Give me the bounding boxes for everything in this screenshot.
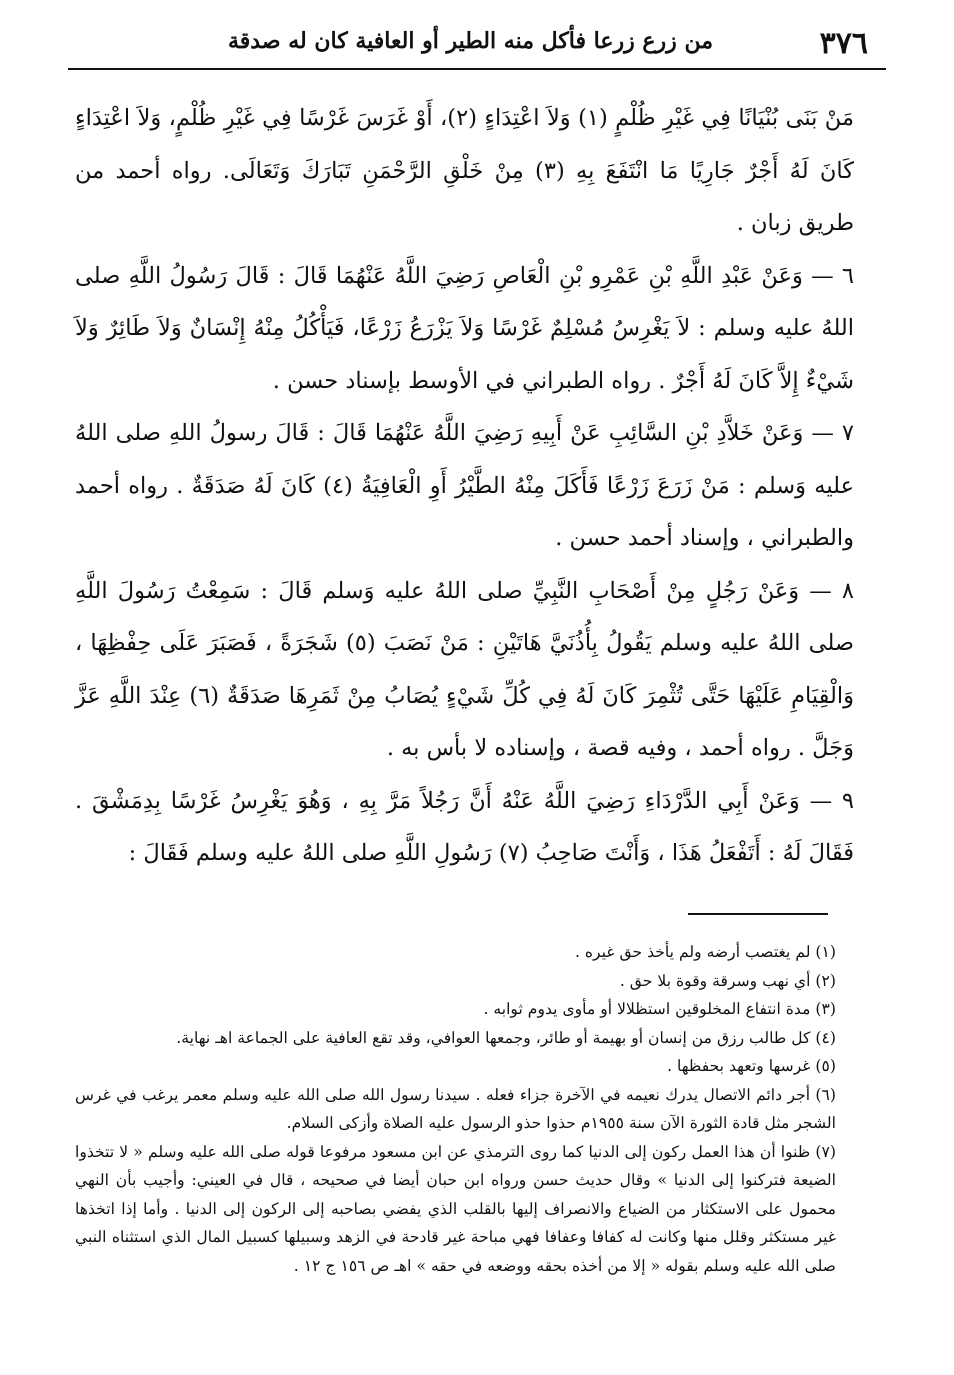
page-header [68, 22, 886, 70]
running-title: من زرع زرعا فأكل منه الطير أو العافية كان له صدقة [228, 28, 713, 54]
footnotes [75, 938, 836, 1280]
footnote-divider [688, 913, 828, 915]
footnote-6: (٦) أجر دائم الاتصال يدرك نعيمه في الآخرة جزاء فعله . سيدنا رسول الله صلى الله عليه وسلم معمر يرغب في غرس الشجر مثل قادة الثورة الآن سنة ١٩٥٥م حذوا حذو الرسول عليه الصلاة وأزكى السلام. [75, 1085, 836, 1132]
footnote-7: (٧) ظنوا أن هذا العمل ركون إلى الدنيا كما روى الترمذي عن ابن مسعود مرفوعا قوله صلى الله عليه وسلم « لا تتخذوا الضيعة فتركنوا إلى الدنيا » وقال حديث حسن ورواه ابن حبان أيضا في صحيحه ، قال في العيني: وأجيب بأن النهي محمول على الاستكثار من الضياع والانصراف إليها بالقلب الذي يفضي بصاحبه إلى الركون إلى الدنيا . وأما إذا اتخذها غير مستكثر وقلل منها وكانت له كفافا وعفافا فهي مباحة غير قادحة في الزهد وسبيلها كسبيل المال الذي استثناه النبي صلى الله عليه وسلم بقوله « إلا من أخذه بحقه ووضعه في حقه » اهـ ص ١٥٦ ج ١٢ . [75, 1142, 837, 1275]
hadith-9: ٩ — وَعَنْ أَبِي الدَّرْدَاءِ رَضِيَ اللَّهُ عَنْهُ أَنَّ رَجُلاً مَرَّ بِهِ ، وَهُوَ يَغْرِسُ غَرْسًا بِدِمَشْقَ . فَقَالَ لَهُ : أَتَفْعَلُ هَذَا ، وَأَنْتَ صَاحِبُ (٧) رَسُولِ اللَّهِ صلى اللهُ عليه وسلم فَقَالَ : [75, 787, 854, 866]
hadith-8: ٨ — وَعَنْ رَجُلٍ مِنْ أَصْحَابِ النَّبِيِّ صلى اللهُ عليه وَسلم قَالَ : سَمِعْتُ رَسُولَ اللَّهِ صلى اللهُ عليه وسلم يَقُولُ بِأُذُنَيَّ هَاتَيْنِ : مَنْ نَصَبَ (٥) شَجَرَةً ، فَصَبَرَ عَلَى حِفْظِهَا ، وَالْقِيَامِ عَلَيْهَا حَتَّى تُثْمِرَ كَانَ لَهُ فِي كُلِّ شَيْءٍ يُصَابُ مِنْ ثَمَرِهَا صَدَقَةٌ (٦) عِنْدَ اللَّهِ عَزَّ وَجَلَّ . رواه أحمد ، وفيه قصة ، وإسناده لا بأس به . [75, 577, 855, 761]
footnote-4: (٤) كل طالب رزق من إنسان أو بهيمة أو طائر، وجمعها العوافي، وقد تقع العافية على الجماعة اهـ نهاية. [176, 1028, 836, 1047]
page-number: ٣٧٦ [819, 26, 868, 61]
main-text [75, 92, 854, 880]
footnote-3: (٣) مدة انتفاع المخلوقين استظلالا أو مأوى يدوم ثوابه . [483, 1000, 836, 1018]
paragraph-continuation: مَنْ بَنَى بُنْيَانًا فِي غَيْرِ ظُلْمٍ (١) وَلاَ اعْتِدَاءٍ (٢)، أَوْ غَرَسَ غَرْسًا فِي غَيْرِ ظُلْمٍ، وَلاَ اعْتِدَاءٍ كَانَ لَهُ أَجْرٌ جَارِيًا مَا انْتَفَعَ بِهِ (٣) مِنْ خَلْقِ الرَّحْمَنِ تَبَارَكَ وَتَعَالَى. رواه أحمد من طريق زبان . [75, 105, 854, 236]
hadith-7: ٧ — وَعَنْ خَلاَّدِ بْنِ السَّائِبِ عَنْ أَبِيهِ رَضِيَ اللَّهُ عَنْهُمَا قَالَ : قَالَ رسولُ اللهِ صلى اللهُ عليه وَسلم : مَنْ زَرَعَ زَرْعًا فَأَكَلَ مِنْهُ الطَّيْرُ أَوِ الْعَافِيَةُ (٤) كَانَ لَهُ صَدَقَةٌ . رواه أحمد والطبراني ، وإسناد أحمد حسن . [75, 420, 854, 551]
footnote-2: (٢) أي نهب وسرقة وقوة بلا حق . [619, 971, 836, 990]
hadith-6: ٦ — وَعَنْ عَبْدِ اللَّهِ بْنِ عَمْرِو بْنِ الْعَاصِ رَضِيَ اللَّهُ عَنْهُمَا قَالَ : قَالَ رَسُولُ اللَّهِ صلى اللهُ عليه وسلم : لاَ يَغْرِسُ مُسْلِمٌ غَرْسًا وَلاَ يَزْرَعُ زَرْعًا، فَيَأْكُلُ مِنْهُ إِنْسَانٌ وَلاَ طَائِرٌ وَلاَ شَيْءٌ إِلاَّ كَانَ لَهُ أَجْرٌ . رواه الطبراني في الأوسط بإسناد حسن . [75, 262, 854, 394]
footnote-1: (١) لم يغتصب أرضه ولم يأخذ حق غيره . [574, 943, 836, 961]
footnote-5: (٥) غرسها وتعهد بحفظها . [667, 1057, 836, 1075]
